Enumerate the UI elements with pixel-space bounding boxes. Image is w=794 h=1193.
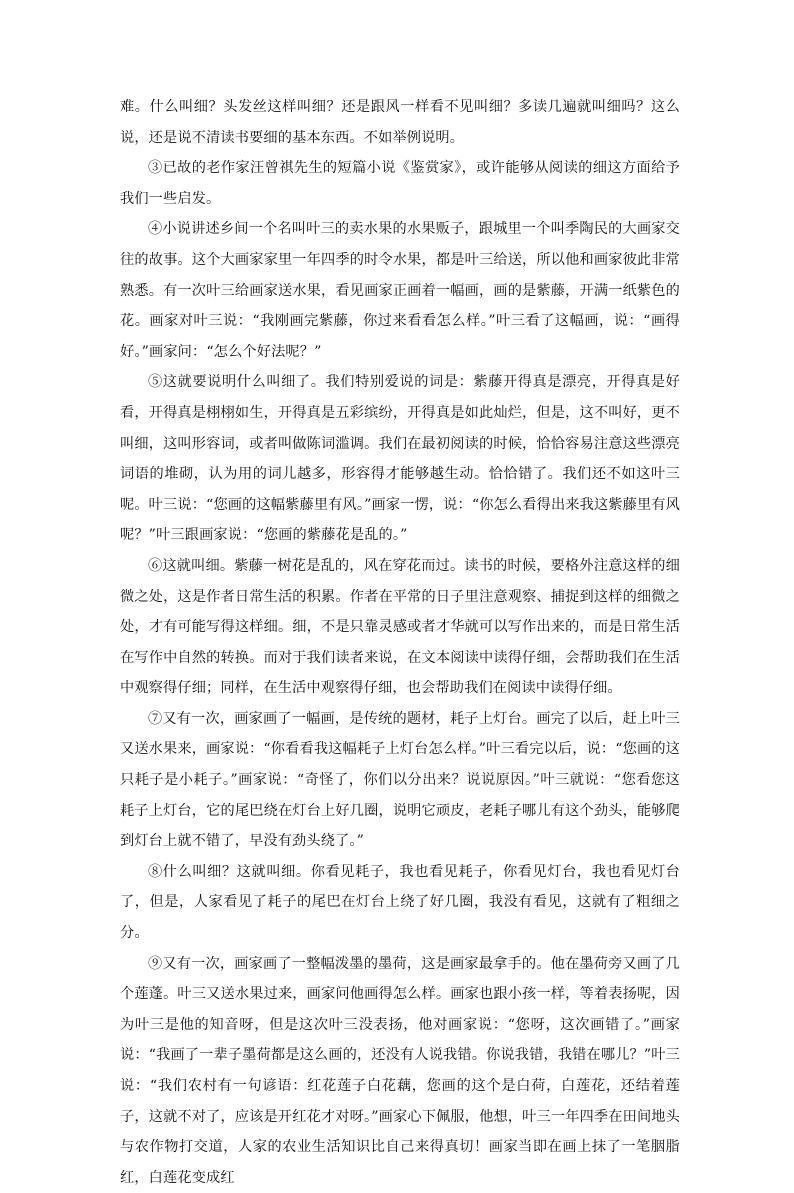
- paragraph-6: ⑥这就叫细。紫藤一树花是乱的，风在穿花而过。读书的时候，要格外注意这样的细微之处，这是作者日常生活的积累。作者在平常的日子里注意观察、捕捉到这样的细微之处，才有可能写得这样细。细，不是只靠灵感或者才华就可以写作出来的，而是日常生活在写作中自然的转换。而对于我们读者来说，在文本阅读中读得仔细，会帮助我们在生活中观察得仔细；同样，在生活中观察得仔细，也会帮助我们在阅读中读得仔细。: [120, 557, 680, 697]
- paragraph-3: ③已故的老作家汪曾祺先生的短篇小说《鉴赏家》，或许能够从阅读的细这方面给予我们一些启发。: [120, 160, 680, 207]
- paragraph-4: ④小说讲述乡间一个名叫叶三的卖水果的水果贩子，跟城里一个叫季陶民的大画家交往的故事。这个大画家家里一年四季的时令水果，都是叶三给送，所以他和画家彼此非常熟悉。有一次叶三给画家送水果，看见画家正画着一幅画，画的是紫藤，开满一纸紫色的花。画家对叶三说：“我刚画完紫藤，你过来看看怎么样。”叶三看了这幅画，说：“画得好。”画家问：“怎么个好法呢？”: [120, 221, 680, 360]
- paragraph-continuation: 难。什么叫细？头发丝这样叫细？还是跟风一样看不见叫细？多读几遍就叫细吗？这么说，还是说不清读书要细的基本东西。不如举例说明。: [120, 99, 680, 146]
- paragraph-7: ⑦又有一次，画家画了一幅画，是传统的题材，耗子上灯台。画完了以后，赶上叶三又送水果来，画家说：“你看看我这幅耗子上灯台怎么样。”叶三看完以后，说：“您画的这只耗子是小耗子。”画家说：“奇怪了，你们以分出来？说说原因。”叶三就说：“您看您这耗子上灯台，它的尾巴绕在灯台上好几圈，说明它顽皮，老耗子哪儿有这个劲头，能够爬到灯台上就不错了，早没有劲头绕了。”: [120, 710, 680, 850]
- paragraph-9: ⑨又有一次，画家画了一整幅泼墨的墨荷，这是画家最拿手的。他在墨荷旁又画了几个莲蓬。叶三又送水果过来，画家问他画得怎么样。画家也跟小孩一样，等着表扬呢，因为叶三是他的知音呀，但是这次叶三没表扬，他对画家说：“您呀，这次画错了。”画家说：“我画了一辈子墨荷都是这么画的，还没有人说我错。你说我错，我错在哪儿？”叶三说：“我们农村有一句谚语：红花莲子白花藕，您画的这个是白荷，白莲花，还结着莲子，这就不对了，应该是开红花才对呀。”画家心下佩服，他想，叶三一年四季在田间地头与农作物打交道，人家的农业生活知识比自己来得真切！画家当即在画上抹了一笔胭脂红，白莲花变成红: [120, 955, 680, 1186]
- document-page: [120, 92, 680, 1193]
- paragraph-8: ⑧什么叫细？这就叫细。你看见耗子，我也看见耗子，你看见灯台，我也看见灯台了，但是，人家看见了耗子的尾巴在灯台上绕了好几圈，我没有看见，这就有了粗细之分。: [120, 863, 680, 942]
- paragraph-5: ⑤这就要说明什么叫细了。我们特别爱说的词是：紫藤开得真是漂亮，开得真是好看，开得真是栩栩如生，开得真是五彩缤纷，开得真是如此灿烂，但是，这不叫好，更不叫细，这叫形容词，或者叫做陈词滥调。我们在最初阅读的时候，恰恰容易注意这些漂亮词语的堆砌，认为用的词儿越多，形容得才能够越生动。恰恰错了。我们还不如这叶三呢。叶三说：“您画的这幅紫藤里有风。”画家一愣，说：“你怎么看得出来我这紫藤里有风呢？”叶三跟画家说：“您画的紫藤花是乱的。”: [120, 374, 680, 544]
